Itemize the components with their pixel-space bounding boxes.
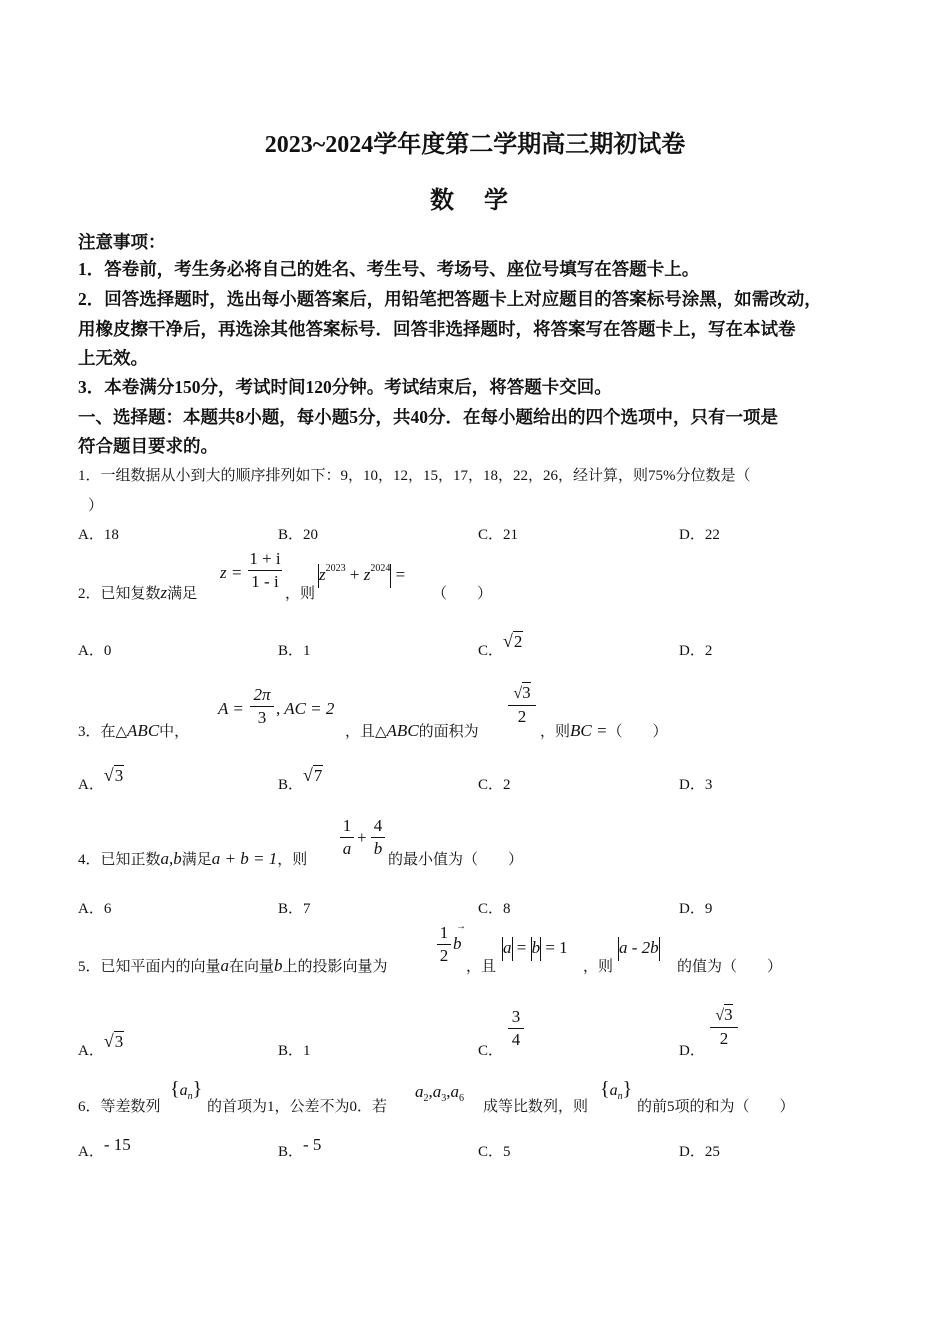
note-item-2-line-3: 上无效。 <box>78 348 148 368</box>
q1-option-b: B．20 <box>278 527 319 543</box>
q3-then: ，则BC =（ ） <box>540 721 668 740</box>
q5-and: ，且 <box>466 959 497 975</box>
q2-prefix: 2．已知复数z满足 <box>78 583 198 602</box>
section-heading-line-2: 符合题目要求的。 <box>78 436 218 456</box>
q6-terms: $a_2,a_3,a_6$ <box>415 1082 464 1104</box>
q3-side-ac: , AC = 2 <box>276 699 335 718</box>
q3-option-c: C．2 <box>478 777 511 793</box>
q3-and: ，且△ABC的面积为 <box>345 721 479 740</box>
q4-plus: + <box>357 828 367 847</box>
q6-sequence-an-2: $\{a_n\}$ <box>600 1078 633 1102</box>
sqrt-symbol-icon: √3 <box>103 765 124 785</box>
q4-prefix: 4．已知正数a,b满足a + b = 1，则 <box>78 849 308 868</box>
q6-sequence-an: $\{a_n\}$ <box>170 1078 203 1102</box>
q4-fraction-2: 4 b <box>371 815 385 860</box>
q5-prefix: 5．已知平面内的向量a在向量b上的投影向量为 <box>78 956 388 975</box>
q2-then: ，则 <box>285 586 316 602</box>
q6-option-c: C．5 <box>478 1144 511 1160</box>
q5-option-c-fraction: 3 4 <box>508 1006 524 1051</box>
q1-text-line-2: ） <box>88 498 104 514</box>
q2-abs-expression: $z^{2023} + z^{2024}$ = <box>318 563 405 588</box>
q5-option-d-label: D． <box>679 1043 705 1059</box>
q6-prefix: 6．等差数列 <box>78 1099 161 1115</box>
q5-condition: a = b = 1 <box>502 937 568 961</box>
q5-option-b: B．1 <box>278 1043 311 1059</box>
q5-expression: a - 2b <box>618 937 660 961</box>
section-heading-line-1: 一、选择题：本题共8小题，每小题5分，共40分．在每小题给出的四个选项中，只有一项是 <box>78 407 778 427</box>
q2-option-a: A．0 <box>78 643 112 659</box>
q2-option-b: B．1 <box>278 643 311 659</box>
sqrt-symbol-icon: √3 <box>103 1031 124 1051</box>
notes-heading: 注意事项： <box>78 232 166 252</box>
q4-option-c: C．8 <box>478 901 511 917</box>
sqrt-symbol-icon: √7 <box>303 765 323 785</box>
q2-answer-paren: （ ） <box>432 586 493 602</box>
q5-option-d-fraction: √3 2 <box>710 1004 738 1050</box>
q5-projection-fraction: 1 2 <box>437 922 451 967</box>
q6-option-d: D．25 <box>679 1144 720 1160</box>
q2-option-d: D．2 <box>679 643 713 659</box>
q6-suffix: 的前5项的和为（ ） <box>637 1099 795 1115</box>
q1-option-d: D．22 <box>679 527 720 543</box>
subject-title: 数 学 <box>430 188 520 214</box>
page-title: 2023~2024学年度第二学期高三期初试卷 <box>264 132 686 158</box>
q2-eq-lhs: z = <box>220 563 243 582</box>
q3-prefix: 3．在△ABC中， <box>78 721 190 740</box>
q3-option-d: D．3 <box>679 777 713 793</box>
q4-option-a: A．6 <box>78 901 112 917</box>
q2-option-c: C．√2 <box>478 631 523 659</box>
note-item-2-line-1: 2．回答选择题时，选出每小题答案后，用铅笔把答题卡上对应题目的答案标号涂黑，如需改动， <box>78 289 822 309</box>
q1-option-a: A．18 <box>78 527 119 543</box>
q3-option-a: A．√3 <box>78 765 124 793</box>
q5-suffix: 的值为（ ） <box>677 959 783 975</box>
q2-fraction: 1 + i 1 - i <box>249 549 281 591</box>
q3-area-fraction: √3 2 <box>508 682 536 728</box>
q3-option-b: B．√7 <box>278 765 323 793</box>
q1-option-c: C．21 <box>478 527 519 543</box>
note-item-1: 1．答卷前，考生务必将自己的姓名、考生号、考场号、座位号填写在答题卡上。 <box>78 259 700 279</box>
q6-mid-1: 的首项为1，公差不为0．若 <box>207 1099 388 1115</box>
q4-option-b: B．7 <box>278 901 311 917</box>
q4-suffix: 的最小值为（ ） <box>388 852 524 868</box>
q3-angle-fraction: 2π 3 <box>250 684 274 729</box>
sqrt-symbol-icon: √2 <box>503 631 523 651</box>
q6-option-a: A．- 15 <box>78 1135 131 1160</box>
note-item-2-line-2: 用橡皮擦干净后，再选涂其他答案标号．回答非选择题时，将答案写在答题卡上，写在本试卷 <box>78 319 796 339</box>
q5-option-c-label: C． <box>478 1043 504 1059</box>
vector-arrow-icon: → <box>456 921 466 932</box>
q4-fraction-1: 1 a <box>340 815 354 860</box>
q5-then: ，则 <box>583 959 614 975</box>
q5-projection-vector: → b <box>453 921 466 953</box>
q6-mid-2: 成等比数列，则 <box>483 1099 589 1115</box>
q5-option-a: A．√3 <box>78 1031 124 1059</box>
q6-option-b: B．- 5 <box>278 1135 322 1160</box>
q4-option-d: D．9 <box>679 901 713 917</box>
q1-text-line-1: 1．一组数据从小到大的顺序排列如下：9，10，12，15，17，18，22，26，经计算，则75%分位数是（ <box>78 468 751 484</box>
note-item-3: 3．本卷满分150分，考试时间120分钟。考试结束后，将答题卡交回。 <box>78 377 612 397</box>
q3-angle-a: A = <box>218 699 244 718</box>
